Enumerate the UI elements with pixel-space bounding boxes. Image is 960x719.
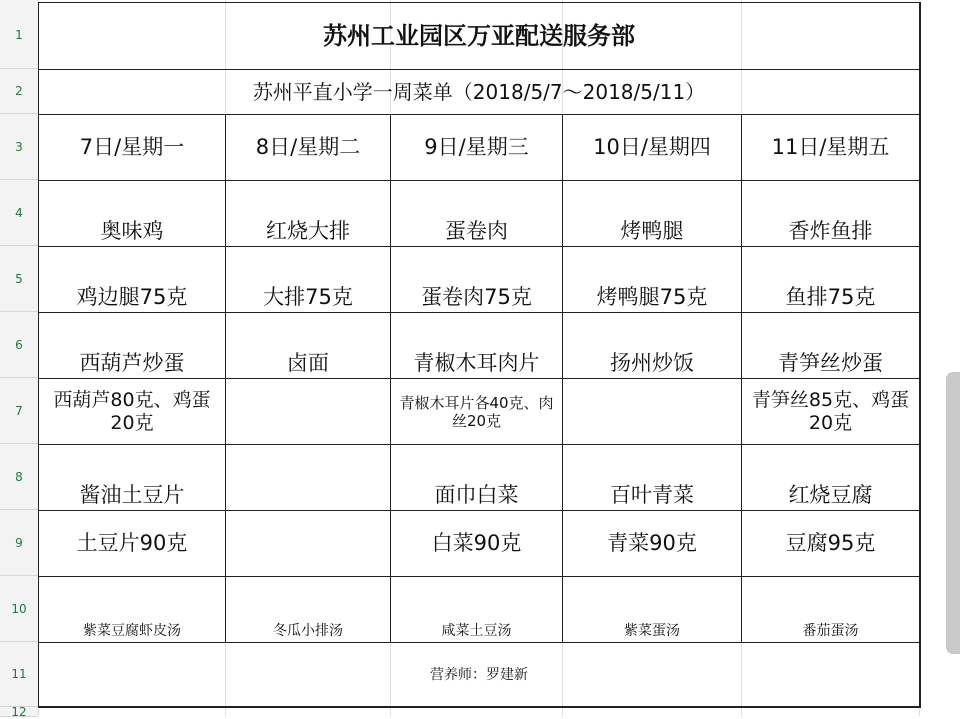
- main-dish-cell[interactable]: 奥味鸡: [38, 180, 225, 246]
- nutritionist-footer[interactable]: 营养师：罗建新: [38, 642, 919, 707]
- company-title[interactable]: 苏州工业园区万亚配送服务部: [38, 2, 919, 69]
- row-number[interactable]: 1: [0, 2, 38, 69]
- side-dish-cell[interactable]: 扬州炒饭: [562, 312, 741, 378]
- table-right-border: [919, 2, 921, 707]
- day-header-cell[interactable]: 11日/星期五: [741, 114, 919, 180]
- vegetable-dish-cell[interactable]: 百叶青菜: [562, 444, 741, 510]
- side-qty-cell[interactable]: 西葫芦80克、鸡蛋20克: [38, 378, 225, 444]
- row-number[interactable]: 7: [0, 378, 38, 444]
- day-header-cell[interactable]: 10日/星期四: [562, 114, 741, 180]
- vegetable-dish-cell[interactable]: 酱油土豆片: [38, 444, 225, 510]
- main-qty-cell[interactable]: 鸡边腿75克: [38, 246, 225, 312]
- main-qty-cell[interactable]: 鱼排75克: [741, 246, 919, 312]
- row-number[interactable]: 9: [0, 510, 38, 576]
- row-number[interactable]: 5: [0, 246, 38, 312]
- side-qty-cell[interactable]: 青笋丝85克、鸡蛋20克: [741, 378, 919, 444]
- vegetable-qty-cell[interactable]: 青菜90克: [562, 510, 741, 576]
- vegetable-qty-cell[interactable]: 豆腐95克: [741, 510, 919, 576]
- soup-cell[interactable]: 紫菜豆腐虾皮汤: [38, 576, 225, 642]
- row-number[interactable]: 2: [0, 69, 38, 114]
- main-dish-cell[interactable]: 红烧大排: [225, 180, 390, 246]
- soup-cell[interactable]: 番茄蛋汤: [741, 576, 919, 642]
- day-header-cell[interactable]: 7日/星期一: [38, 114, 225, 180]
- row-number[interactable]: 11: [0, 642, 38, 707]
- main-dish-cell[interactable]: 香炸鱼排: [741, 180, 919, 246]
- main-qty-cell[interactable]: 大排75克: [225, 246, 390, 312]
- soup-cell[interactable]: 咸菜土豆汤: [390, 576, 562, 642]
- side-dish-cell[interactable]: 西葫芦炒蛋: [38, 312, 225, 378]
- day-header-cell[interactable]: 9日/星期三: [390, 114, 562, 180]
- soup-cell[interactable]: 冬瓜小排汤: [225, 576, 390, 642]
- main-dish-cell[interactable]: 烤鸭腿: [562, 180, 741, 246]
- menu-subtitle[interactable]: 苏州平直小学一周菜单（2018/5/7～2018/5/11）: [38, 69, 919, 114]
- soup-cell[interactable]: 紫菜蛋汤: [562, 576, 741, 642]
- vegetable-qty-cell[interactable]: 白菜90克: [390, 510, 562, 576]
- row-number[interactable]: 8: [0, 444, 38, 510]
- side-dish-cell[interactable]: 青笋丝炒蛋: [741, 312, 919, 378]
- vegetable-qty-cell[interactable]: 土豆片90克: [38, 510, 225, 576]
- side-qty-cell[interactable]: 青椒木耳片各40克、肉丝20克: [390, 378, 562, 444]
- day-header-cell[interactable]: 8日/星期二: [225, 114, 390, 180]
- row-number[interactable]: 12: [0, 707, 38, 717]
- side-qty-cell[interactable]: [562, 378, 741, 444]
- vegetable-qty-cell[interactable]: [225, 510, 390, 576]
- main-dish-cell[interactable]: 蛋卷肉: [390, 180, 562, 246]
- row-number[interactable]: 3: [0, 114, 38, 180]
- row-number[interactable]: 10: [0, 576, 38, 642]
- vegetable-dish-cell[interactable]: 面巾白菜: [390, 444, 562, 510]
- main-qty-cell[interactable]: 烤鸭腿75克: [562, 246, 741, 312]
- row-number[interactable]: 6: [0, 312, 38, 378]
- vegetable-dish-cell[interactable]: [225, 444, 390, 510]
- main-qty-cell[interactable]: 蛋卷肉75克: [390, 246, 562, 312]
- table-bottom-border: [38, 706, 921, 708]
- side-dish-cell[interactable]: 青椒木耳肉片: [390, 312, 562, 378]
- side-dish-cell[interactable]: 卤面: [225, 312, 390, 378]
- side-qty-cell[interactable]: [225, 378, 390, 444]
- vertical-scrollbar[interactable]: [946, 372, 960, 654]
- row-number[interactable]: 4: [0, 180, 38, 246]
- vegetable-dish-cell[interactable]: 红烧豆腐: [741, 444, 919, 510]
